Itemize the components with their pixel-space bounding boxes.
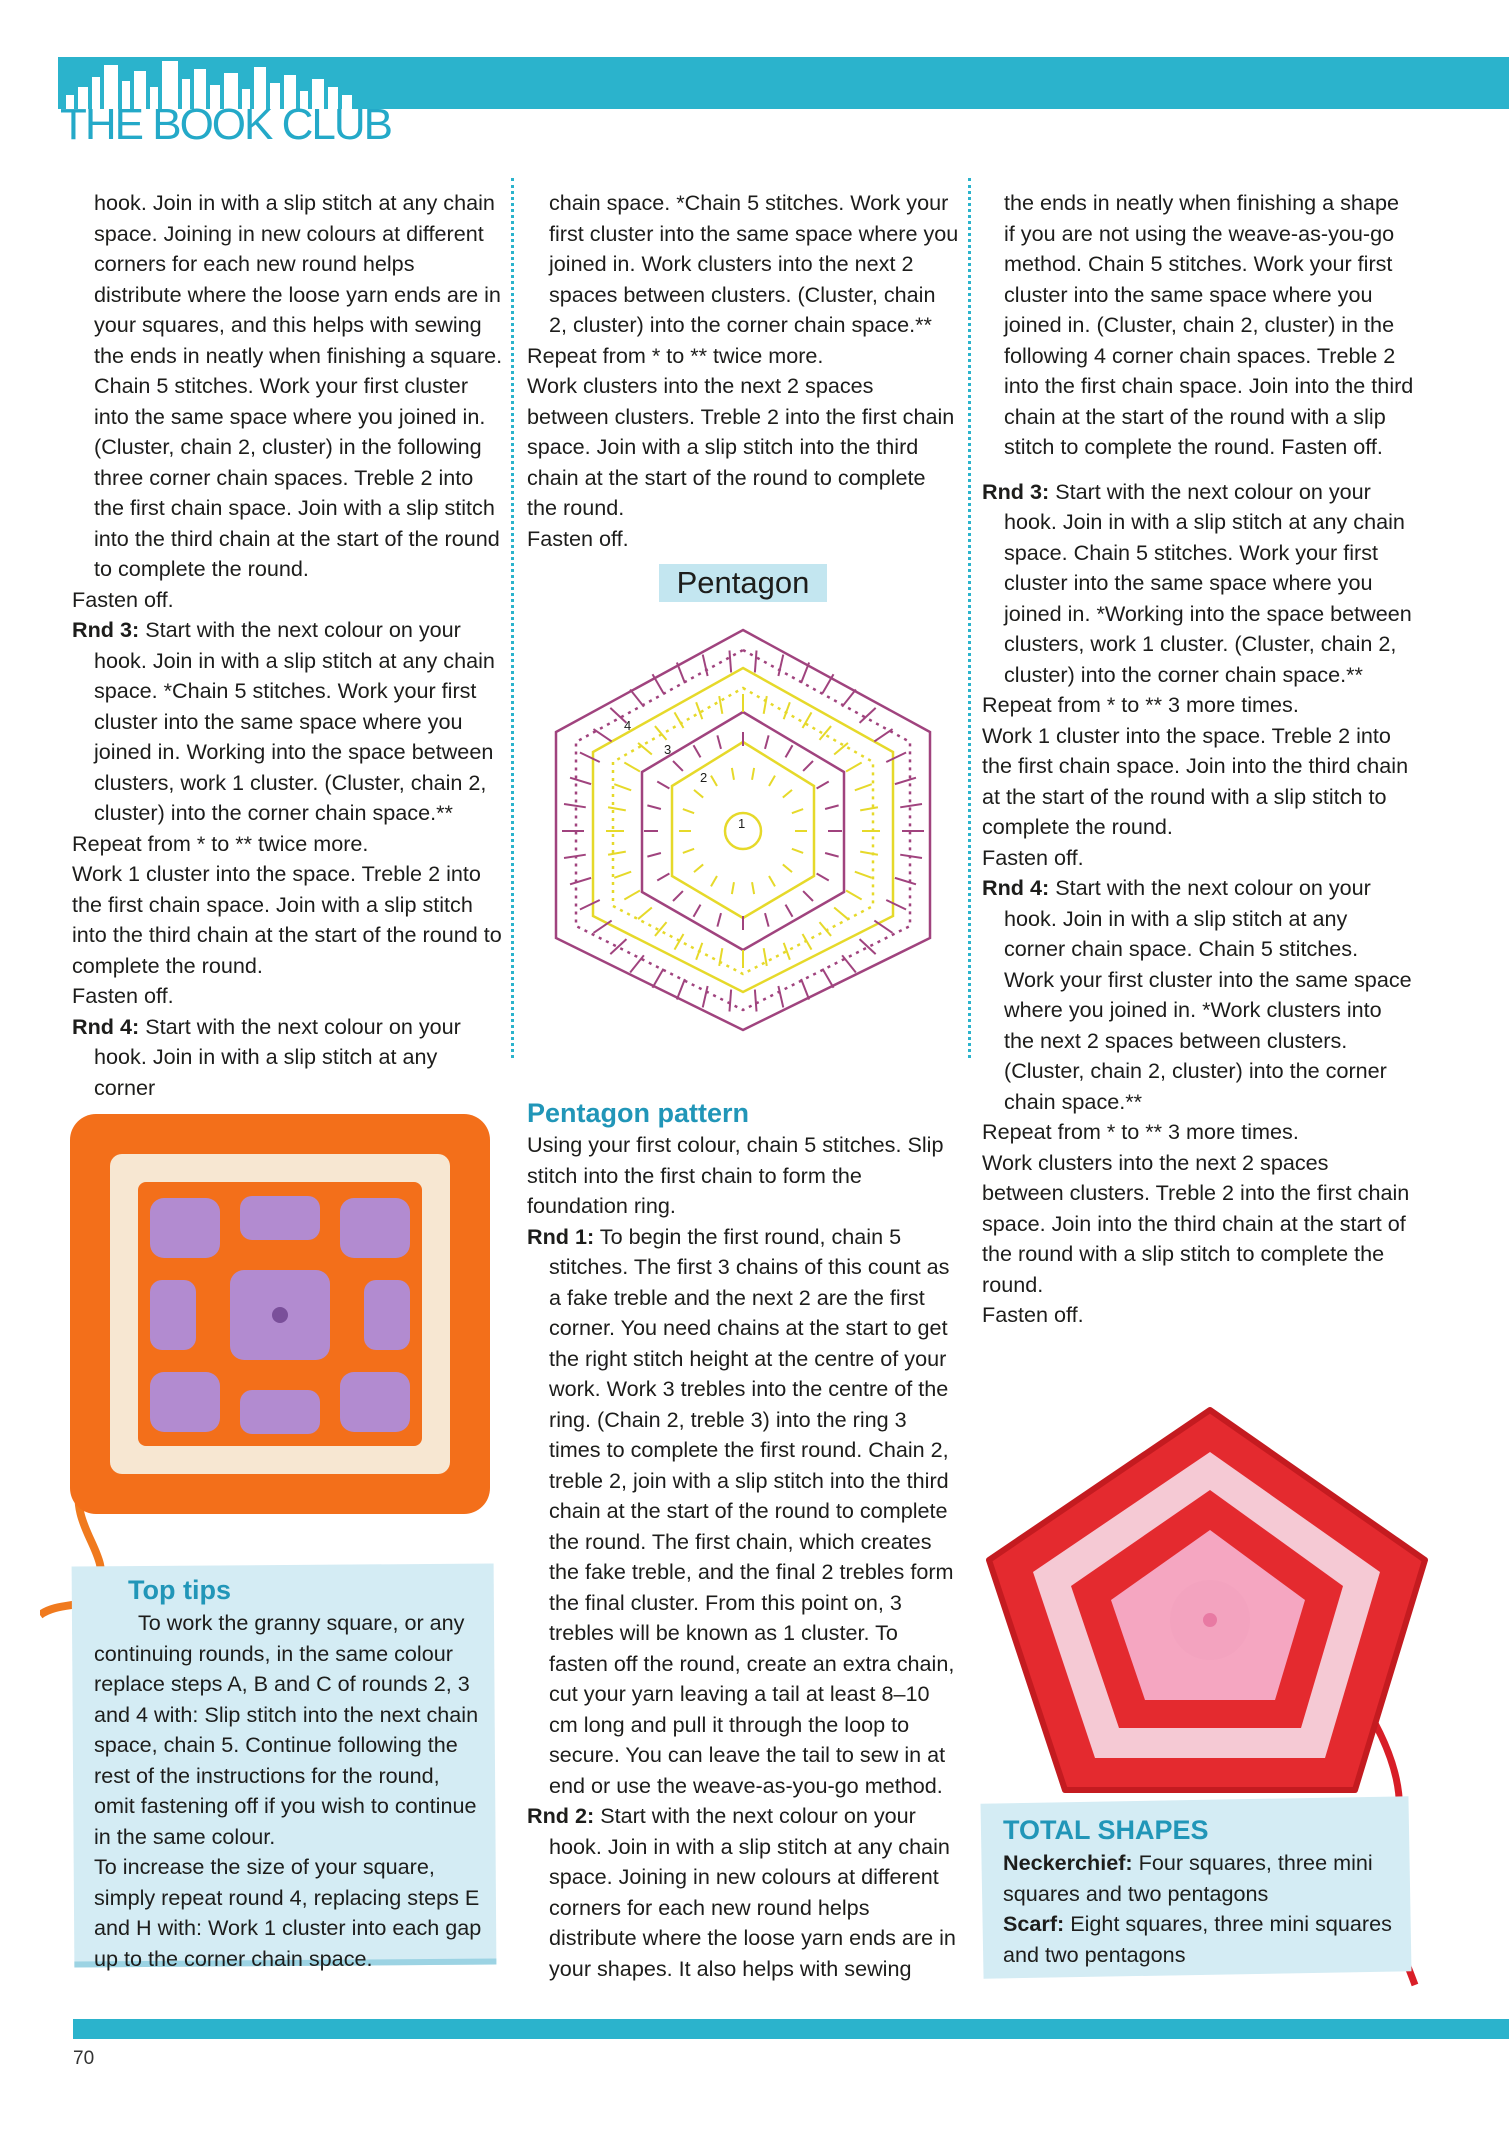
column-1 xyxy=(72,188,504,1103)
chart-stitch xyxy=(900,804,922,807)
body-paragraph: the ends in neatly when finishing a shape if you are not using the weave-as-you-go method. Chain 5 stitches. Work your first cluster into the same space where you joined in. (Cluster, chain 2, cluster) in the following 4 corner chain spaces. Treble 2 into the first chain space. Join into the third chain at the start of the round with a slip stitch to complete the round. Fasten off. xyxy=(1004,190,1414,459)
chart-stitch xyxy=(784,702,790,719)
chart-stitch xyxy=(846,891,862,900)
chart-stitch xyxy=(895,878,916,884)
chart-stitch xyxy=(803,934,812,950)
chart-stitch xyxy=(823,969,834,988)
chart-number: 1 xyxy=(738,816,746,831)
chart-label: Pentagon xyxy=(659,564,827,602)
chart-stitch xyxy=(624,891,640,900)
repeat-text: Repeat from * to ** twice more. xyxy=(72,830,369,856)
chart-stitch xyxy=(694,905,701,917)
body-paragraph: Work 1 cluster into the space. Treble 2 into the first chain space. Join with a slip stitch into the third chain at the start of the round to complete the round. xyxy=(72,861,502,978)
body-paragraph: chain space. *Chain 5 stitches. Work your first cluster into the same space where you joined in. Work clusters into the next 2 spaces between clusters. (Cluster, chain 2, cluster) into the corner chain space.** xyxy=(549,190,959,337)
total-label: Scarf: xyxy=(1003,1911,1065,1936)
chart-stitch xyxy=(703,655,708,676)
chart-stitch xyxy=(593,729,611,741)
chart-stitch xyxy=(608,852,626,855)
chart-stitch xyxy=(834,907,848,919)
fasten-off-text: Fasten off. xyxy=(982,1302,1084,1327)
body-paragraph: Work clusters into the next 2 spaces between clusters. Treble 2 into the first chain space. Join with a slip stitch into the third chain at the start of the round to complete the round. xyxy=(527,373,955,520)
chart-stitch xyxy=(801,979,809,999)
chart-stitch xyxy=(657,874,669,881)
chart-stitch xyxy=(638,907,652,919)
round-text: Start with the next colour on your hook. Join in with a slip stitch at any chain space. *Chain 5 stitches. Work your first cluster into the same space where you joined in. Working into the space between clusters, work 1 cluster. (Cluster, chain 2, cluster) into the corner chain space.** xyxy=(94,617,495,825)
chart-stitch xyxy=(593,921,611,933)
pattern-title: Pentagon pattern xyxy=(527,1098,750,1128)
chart-stitch xyxy=(855,784,872,790)
round-3-paragraph xyxy=(982,477,1414,691)
chart-stitch xyxy=(860,807,878,810)
chart-stitch xyxy=(657,782,669,789)
fasten-off-text: Fasten off. xyxy=(72,983,174,1008)
round-text: Start with the next colour on your hook. Join in with a slip stitch at any corner chain space. Chain 5 stitches. Work your first cluster into the same space where you joined in. *Work clusters into the next 2 spaces between clusters. (Cluster, chain 2, cluster) into the corner chain space.** xyxy=(1004,875,1412,1114)
body-paragraph: Using your first colour, chain 5 stitches. Slip stitch into the first chain to form the foundation ring. xyxy=(527,1132,944,1218)
chart-stitch xyxy=(675,712,684,728)
chart-stitch xyxy=(783,790,792,798)
chart-stitch xyxy=(783,864,792,872)
chart-stitch xyxy=(677,663,685,683)
chart-stitch xyxy=(792,849,803,853)
chart-stitch xyxy=(842,689,856,706)
total-shapes-title: TOTAL SHAPES xyxy=(1003,1815,1209,1845)
chart-stitch xyxy=(570,878,591,884)
chart-stitch xyxy=(842,955,856,972)
chart-stitch xyxy=(608,807,626,810)
chart-stitch xyxy=(694,790,703,798)
round-1-paragraph xyxy=(527,1222,959,1802)
chart-stitch xyxy=(765,735,769,749)
repeat-text: Repeat from * to ** 3 more times. xyxy=(982,1119,1299,1144)
fasten-off-text: Fasten off. xyxy=(982,844,1084,870)
round-3-paragraph xyxy=(72,615,504,829)
repeat-text: Repeat from * to ** twice more. xyxy=(527,342,824,368)
chart-stitch xyxy=(732,768,734,780)
chart-stitch xyxy=(801,663,809,683)
round-label: Rnd 4: xyxy=(982,875,1050,900)
column-divider xyxy=(968,178,971,1058)
total-item xyxy=(1003,1848,1403,1909)
chart-stitch xyxy=(729,651,731,673)
pentagon-pattern xyxy=(527,1096,959,1984)
chart-stitch xyxy=(673,761,683,771)
chart-stitch xyxy=(630,955,644,972)
chart-stitches xyxy=(562,651,924,1012)
page-number: 70 xyxy=(73,2048,95,2069)
chart-stitch xyxy=(786,905,793,917)
chart-stitch xyxy=(825,805,839,809)
chart-stitch xyxy=(817,782,829,789)
top-tips-title: Top tips xyxy=(128,1575,231,1605)
chart-stitch xyxy=(638,743,652,755)
tip-paragraph: To work the granny square, or any continuing rounds, in the same colour replace steps A, B and C of rounds 2, 3 and 4 with: Slip stitch into the next chain space, chain 5. Continue following the rest of the instructions for the round, omit fastening off if you wish to continue in the same colour. xyxy=(94,1610,479,1849)
chart-stitch xyxy=(786,745,793,757)
column-2 xyxy=(527,188,959,554)
column-3 xyxy=(982,188,1414,1331)
chart-stitch xyxy=(755,990,757,1012)
footer-band xyxy=(73,2019,1509,2039)
chart-stitch xyxy=(694,745,701,757)
spacer xyxy=(982,463,1414,477)
chart-number: 4 xyxy=(624,718,632,733)
body-paragraph: Work clusters into the next 2 spaces between clusters. Treble 2 into the first chain space. Join into the third chain at the start of the round with a slip stitch to complete the round. xyxy=(982,1149,1410,1297)
fasten-off-text: Fasten off. xyxy=(72,586,174,612)
round-4-paragraph xyxy=(982,873,1414,1117)
round-text: To begin the first round, chain 5 stitches. The first 3 chains of this count as a fake treble and the next 2 are the first corner. You need chains at the start to get the right stitch height at the centre of your work. Work 3 trebles into the centre of the ring. (Chain 2, treble 3) into the ring 3 times to complete the first round. Chain 2, treble 2, join with a slip stitch into the third chain at the start of the round to complete the round. The first chain, which creates the fake treble, and the final 2 trebles form the final cluster. From this point on, 3 trebles will be known as 1 cluster. To fasten off the round, create an extra chain, cut your yarn leaving a tail at least 8–10 cm long and pull it through the loop to secure. You can leave the tail to sew in at end or use the weave-as-you-go method. xyxy=(549,1223,955,1798)
chart-stitch xyxy=(860,852,878,855)
chart-number: 2 xyxy=(700,770,708,785)
round-label: Rnd 3: xyxy=(982,478,1050,504)
chart-stitch xyxy=(825,853,839,857)
chart-stitch xyxy=(792,809,803,813)
round-4-paragraph xyxy=(72,1012,504,1104)
total-item xyxy=(1003,1909,1403,1970)
chart-stitch xyxy=(711,876,717,886)
chart-stitch xyxy=(564,804,586,807)
chart-stitch xyxy=(610,939,626,954)
chart-stitch xyxy=(624,763,640,772)
repeat-text: Repeat from * to ** 3 more times. xyxy=(982,692,1299,717)
chart-stitch xyxy=(614,872,631,878)
round-text: Start with the next colour on your hook. Join in with a slip stitch at any corner xyxy=(94,1013,461,1100)
crochet-chart xyxy=(548,620,938,1040)
chart-stitch xyxy=(683,809,694,813)
chart-stitch xyxy=(653,969,664,988)
chart-stitch xyxy=(696,943,702,960)
fasten-off-text: Fasten off. xyxy=(527,525,629,551)
total-shapes-body xyxy=(1003,1848,1403,1970)
chart-stitch xyxy=(846,763,862,772)
total-text: Eight squares, three mini squares and two pentagons xyxy=(1003,1911,1392,1967)
chart-stitch xyxy=(817,874,829,881)
chart-stitch xyxy=(717,913,721,927)
chart-stitch xyxy=(580,900,600,910)
chart-stitch xyxy=(647,853,661,857)
body-paragraph: Work 1 cluster into the space. Treble 2 into the first chain space. Join into the third chain at the start of the round with a slip stitch to complete the round. xyxy=(982,722,1409,839)
chart-stitch xyxy=(683,849,694,853)
chart-stitch xyxy=(778,655,783,676)
chart-stitch xyxy=(803,891,813,901)
chart-stitch xyxy=(860,939,876,954)
round-text: Start with the next colour on your hook. Join in with a slip stitch at any chain space. Joining in new colours at different corners for each new round helps distribute where the loose yarn ends are in your shapes. It also helps with sewing xyxy=(549,1803,956,1981)
chart-stitch xyxy=(752,768,754,780)
chart-stitch xyxy=(886,752,906,762)
chart-stitch xyxy=(764,696,767,714)
chart-stitch xyxy=(895,778,916,784)
chart-stitch xyxy=(729,990,731,1012)
chart-stitch xyxy=(647,805,661,809)
chart-stitch xyxy=(673,891,683,901)
chart-stitch xyxy=(675,934,684,950)
round-text: Start with the next colour on your hook. Join in with a slip stitch at any chain space. Chain 5 stitches. Work your first cluster into the same space where you joined in. *Working into the space between clusters, work 1 cluster. (Cluster, chain 2, cluster) into the corner chain space.** xyxy=(1004,478,1412,687)
column-divider xyxy=(511,178,514,1058)
chart-number: 3 xyxy=(664,742,672,757)
chart-stitch xyxy=(732,882,734,894)
round-label: Rnd 1: xyxy=(527,1223,595,1249)
chart-stitch xyxy=(655,726,667,740)
round-label: Rnd 2: xyxy=(527,1803,595,1828)
chart-stitch xyxy=(694,864,703,872)
tip-paragraph: To increase the size of your square, simply repeat round 4, replacing steps E and H with: Work 1 cluster into each gap up to the corner chain space. xyxy=(94,1854,482,1971)
chart-stitch xyxy=(630,689,644,706)
chart-stitch xyxy=(711,776,717,786)
round-label: Rnd 4: xyxy=(72,1013,140,1039)
total-label: Neckerchief: xyxy=(1003,1850,1133,1875)
total-text: Four squares, three mini squares and two pentagons xyxy=(1003,1850,1373,1906)
chart-stitch xyxy=(886,900,906,910)
chart-stitch xyxy=(765,913,769,927)
chart-stitch xyxy=(580,752,600,762)
round-2-paragraph xyxy=(527,1801,959,1984)
chart-stitch xyxy=(855,872,872,878)
chart-stitch xyxy=(717,735,721,749)
chart-stitch xyxy=(769,776,775,786)
round-label: Rnd 3: xyxy=(72,617,140,642)
chart-stitch xyxy=(874,729,892,741)
chart-stitch xyxy=(677,979,685,999)
chart-stitch xyxy=(769,876,775,886)
chart-stitch xyxy=(778,986,783,1007)
granny-square-photo xyxy=(40,1100,510,1620)
chart-stitch xyxy=(614,784,631,790)
top-tips-body xyxy=(94,1608,486,1974)
body-paragraph: hook. Join in with a slip stitch at any chain space. Joining in new colours at different corners for each new round helps distribute where the loose yarn ends are in your squares, and this helps with sewing the ends in neatly when finishing a square. Chain 5 stitches. Work your first cluster into the same space where you joined in. (Cluster, chain 2, cluster) in the following three corner chain spaces. Treble 2 into the first chain space. Join with a slip stitch into the third chain at the start of the round to complete the round. xyxy=(94,190,503,581)
masthead: THE BOOK CLUB xyxy=(60,100,391,149)
chart-stitch xyxy=(570,778,591,784)
chart-stitch xyxy=(703,986,708,1007)
chart-stitch xyxy=(755,651,757,673)
chart-stitch xyxy=(803,761,813,771)
chart-stitch xyxy=(874,921,892,933)
chart-stitch xyxy=(860,708,876,723)
chart-stitch xyxy=(752,882,754,894)
